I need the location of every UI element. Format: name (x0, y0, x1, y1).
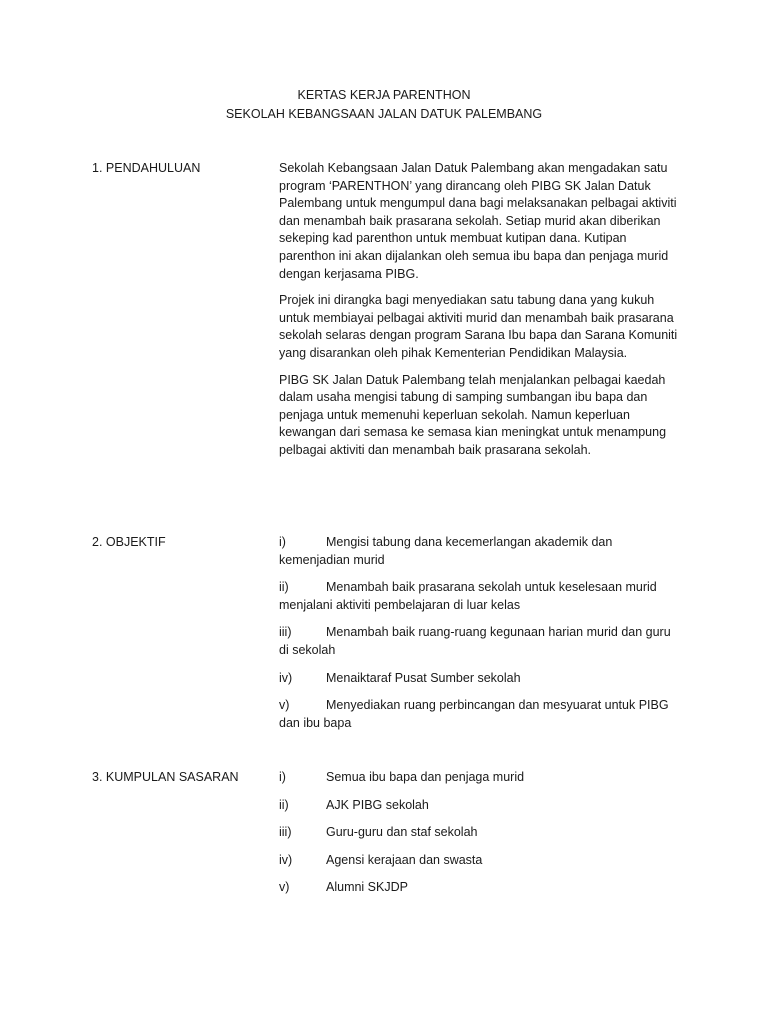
list-text: Alumni SKJDP (326, 880, 408, 895)
list-item (279, 824, 679, 842)
list-number: v) (279, 880, 290, 895)
list-item (279, 534, 679, 569)
list-item (279, 879, 679, 897)
list-item (279, 670, 679, 688)
list-item (279, 852, 679, 870)
paragraph: Projek ini dirangka bagi menyediakan satu tabung dana yang kukuh untuk membiayai pelbagai aktiviti murid dan menambah baik prasarana sekolah selaras dengan program Sarana Ibu bapa dan Sarana Komuniti yang disarankan oleh pihak Kementerian Pendidikan Malaysia. (279, 293, 678, 360)
list-item (279, 579, 679, 614)
list-text: AJK PIBG sekolah (326, 797, 429, 812)
list-text: Menyediakan ruang perbincangan dan mesyuarat untuk PIBG dan ibu bapa (279, 698, 669, 730)
list-item (279, 697, 679, 732)
paragraph: Sekolah Kebangsaan Jalan Datuk Palembang akan mengadakan satu program ‘PARENTHON’ yang dirancang oleh PIBG SK Jalan Datuk Palembang untuk mengumpul dana bagi melaksanakan pelbagai aktiviti dan menambah baik prasarana sekolah. Setiap murid akan diberikan sekeping kad parenthon untuk membuat kutipan dana. Kutipan parenthon ini akan dijalankan oleh semua ibu bapa dan penjaga murid dengan kerjasama PIBG. (279, 161, 677, 281)
list-text: Menaiktaraf Pusat Sumber sekolah (326, 670, 521, 685)
list-number: iii) (279, 625, 292, 640)
section-heading: 3. KUMPULAN SASARAN (92, 770, 239, 784)
list-number: iii) (279, 825, 292, 840)
list-text: Agensi kerajaan dan swasta (326, 852, 483, 867)
list-text: Menambah baik prasarana sekolah untuk keselesaan murid menjalani aktiviti pembelajaran di luar kelas (279, 580, 657, 612)
list-text: Menambah baik ruang-ruang kegunaan harian murid dan guru di sekolah (279, 625, 671, 657)
list-number: iv) (279, 670, 293, 685)
list-number: v) (279, 698, 290, 713)
list-number: i) (279, 535, 286, 549)
section-heading: 1. PENDAHULUAN (92, 161, 201, 175)
document-title: KERTAS KERJA PARENTHON (297, 88, 471, 102)
list-item (279, 797, 679, 815)
list-number: iv) (279, 852, 293, 867)
list-text: Mengisi tabung dana kecemerlangan akademik dan kemenjadian murid (279, 535, 613, 567)
list-text: Semua ibu bapa dan penjaga murid (326, 770, 525, 784)
paragraph: PIBG SK Jalan Datuk Palembang telah menjalankan pelbagai kaedah dalam usaha mengisi tabung di samping sumbangan ibu bapa dan penjaga untuk memenuhi keperluan sekolah. Namun keperluan kewangan dari semasa ke semasa kian meningkat untuk menampung pelbagai aktiviti dan menambah baik prasarana sekolah. (279, 372, 667, 457)
section-heading: 2. OBJEKTIF (92, 535, 166, 549)
document-subtitle: SEKOLAH KEBANGSAAN JALAN DATUK PALEMBANG (225, 107, 543, 121)
list-number: ii) (279, 797, 289, 812)
list-number: i) (279, 770, 286, 784)
section-body (279, 534, 679, 742)
list-text: Guru-guru dan staf sekolah (326, 825, 478, 840)
section-body (279, 769, 679, 907)
list-item (279, 624, 679, 659)
list-number: ii) (279, 580, 289, 595)
list-item (279, 769, 679, 787)
section-body (279, 160, 679, 469)
